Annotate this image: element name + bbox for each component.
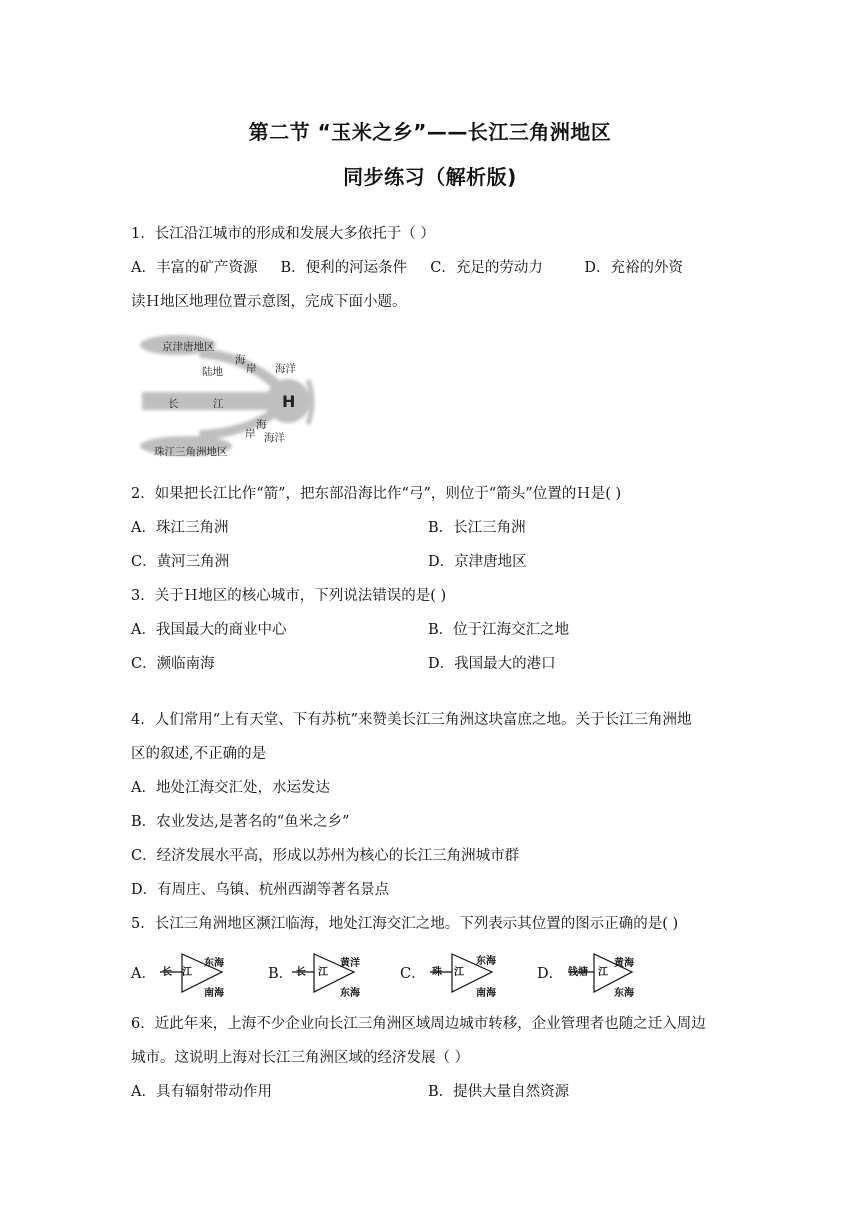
q2-option-a: A．珠江三角洲 (131, 520, 229, 536)
diagB-river-1: 长 (296, 967, 306, 978)
q3-option-a: A．我国最大的商业中心 (131, 622, 287, 638)
diagD-river-1: 钱塘 (568, 967, 588, 978)
q5-diagram-a (160, 950, 230, 998)
diagD-river-2: 江 (598, 967, 608, 978)
q3-option-c: C．濒临南海 (131, 656, 215, 672)
q5-option-b-label: B． (268, 966, 294, 982)
q3-option-b: B．位于江海交汇之地 (428, 622, 570, 638)
label-coast-hai-top: 海 (235, 354, 246, 366)
q1-option-b: B．便利的河运条件 (280, 260, 408, 276)
question-4-stem-line2: 区的叙述,不正确的是 (131, 746, 267, 762)
diagA-bottom-sea: 南海 (204, 988, 224, 999)
question-4-stem-line1: 4．人们常用“上有天堂、下有苏杭”来赞美长江三角洲这块富庶之地。关于长江三角洲地 (131, 712, 692, 728)
q2-option-c: C．黄河三角洲 (131, 554, 230, 570)
question-1-stem: 1．长江沿江城市的形成和发展大多依托于（ ） (131, 226, 435, 242)
question-6-stem-line1: 6．近此年来，上海不少企业向长江三角洲区域周边城市转移，企业管理者也随之迁入周边 (131, 1016, 706, 1032)
diagC-river-2: 江 (454, 967, 464, 978)
label-jingjintang: 京津唐地区 (162, 341, 215, 353)
question-6-stem-line2: 城市。这说明上海对长江三角洲区域的经济发展（ ） (131, 1050, 470, 1066)
diagC-top-sea: 东海 (476, 956, 496, 967)
q4-option-d: D．有周庄、乌镇、杭州西湖等著名景点 (131, 882, 390, 898)
diagA-top-sea: 东海 (204, 958, 224, 969)
q4-option-c: C．经济发展水平高，形成以苏州为核心的长江三角洲城市群 (131, 848, 520, 864)
question-1-options (131, 258, 683, 278)
q6-option-b: B．提供大量自然资源 (428, 1084, 570, 1100)
label-land: 陆地 (202, 366, 223, 378)
label-ocean-top: 海洋 (275, 363, 296, 375)
label-coast-an-top: 岸 (246, 363, 257, 375)
q5-diagram-d (568, 950, 640, 998)
diagB-top-sea: 黄洋 (340, 958, 360, 969)
label-h: H (282, 392, 296, 411)
diagA-river-1: 长 (162, 967, 172, 978)
question-5-stem: 5．长江三角洲地区濒江临海，地处江海交汇之地。下列表示其位置的图示正确的是( ) (131, 916, 679, 932)
q2-option-d: D．京津唐地区 (428, 554, 527, 570)
q5-diagram-c (430, 950, 500, 998)
diagC-river-1: 珠 (432, 967, 442, 978)
q4-option-b: B．农业发达,是著名的“鱼米之乡” (131, 814, 350, 830)
label-coast-hai-bottom: 海 (256, 419, 267, 431)
q5-diagram-b (292, 950, 362, 998)
q1-option-a: A．丰富的矿产资源 (131, 260, 258, 276)
diagD-top-sea: 黄海 (614, 958, 634, 969)
label-coast-an-bottom: 岸 (245, 428, 256, 440)
q1-option-c: C．充足的劳动力 (430, 260, 543, 276)
diagB-bottom-sea: 东海 (340, 988, 360, 999)
q5-option-a-label: A． (131, 966, 156, 982)
label-jiang: 江 (213, 398, 224, 410)
q6-option-a: A．具有辐射带动作用 (131, 1084, 272, 1100)
question-2-stem: 2．如果把长江比作“箭”，把东部沿海比作“弓”，则位于“箭头”位置的Ｈ是( ) (131, 486, 622, 502)
q5-option-d-label: D． (537, 966, 564, 982)
q1-option-d: D．充裕的外资 (584, 260, 683, 276)
label-chang: 长 (168, 398, 179, 410)
diagD-bottom-sea: 东海 (614, 988, 634, 999)
q4-option-a: A．地处江海交汇处，水运发达 (131, 780, 330, 796)
question-3-stem: 3．关于Ｈ地区的核心城市，下列说法错误的是( ) (131, 588, 447, 604)
diagB-river-2: 江 (318, 967, 328, 978)
q2-option-b: B．长江三角洲 (428, 520, 526, 536)
page-subtitle: 同步练习（解析版) (343, 165, 517, 189)
label-pearl-river-delta: 珠江三角洲地区 (154, 446, 228, 458)
diagC-bottom-sea: 南海 (476, 988, 496, 999)
q3-option-d: D．我国最大的港口 (428, 656, 556, 672)
label-ocean-bottom: 海洋 (264, 432, 285, 444)
diagA-river-2: 江 (182, 967, 192, 978)
page-title: 第二节 “玉米之乡”——长江三角洲地区 (248, 120, 612, 144)
reading-instruction: 读Ｈ地区地理位置示意图，完成下面小题。 (131, 294, 407, 310)
h-region-location-figure (138, 328, 328, 458)
q5-option-c-label: C． (400, 966, 426, 982)
